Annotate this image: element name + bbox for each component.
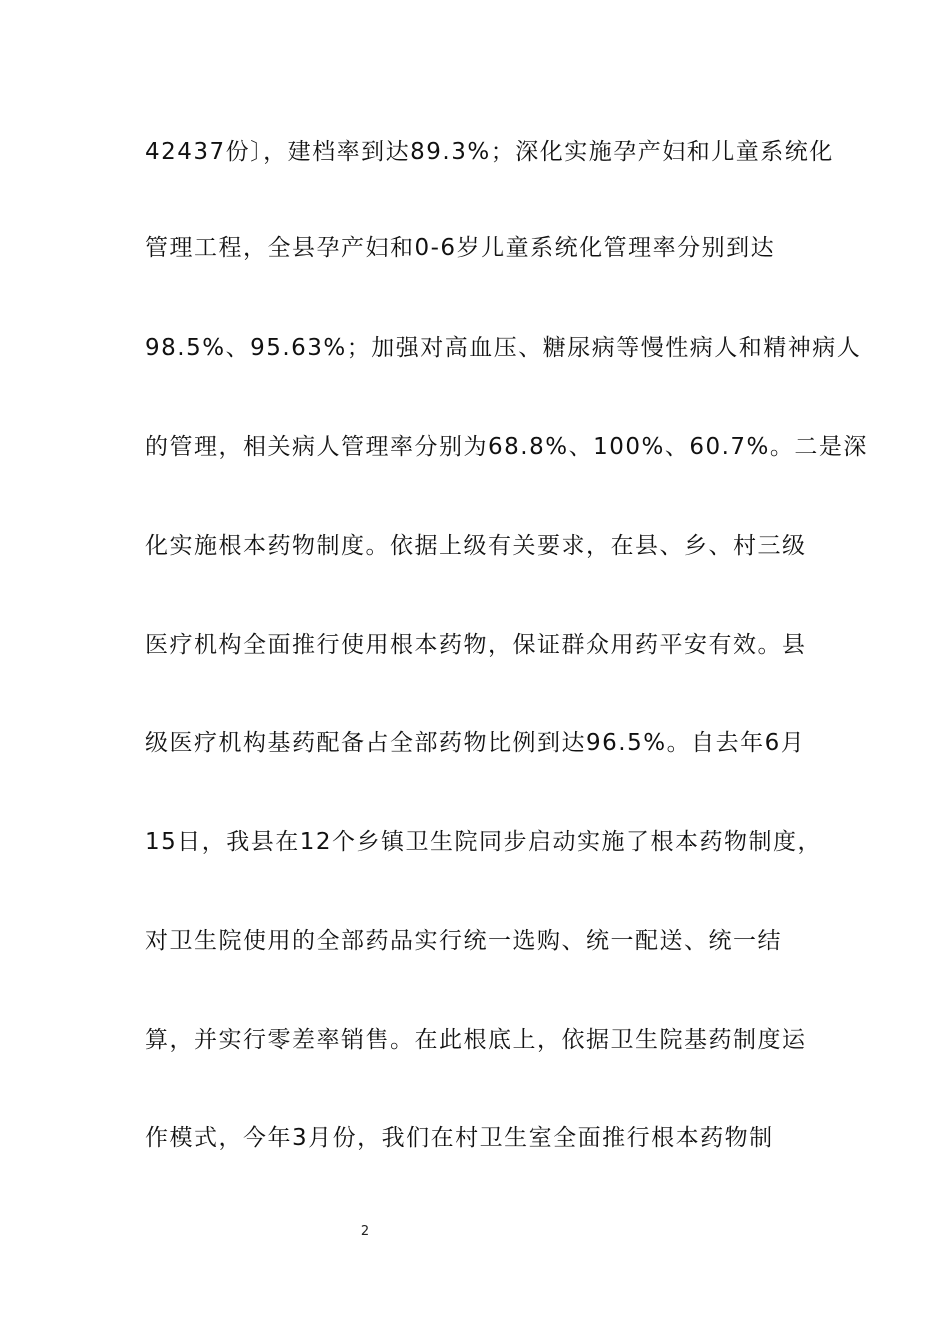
body-text-line: 医疗机构全面推行使用根本药物，保证群众用药平安有效。县 xyxy=(145,632,807,658)
body-text-line: 作模式，今年3月份，我们在村卫生室全面推行根本药物制 xyxy=(145,1125,774,1151)
body-text-line: 的管理，相关病人管理率分别为68.8%、100%、60.7%。二是深 xyxy=(145,434,868,460)
body-text-line: 15日，我县在12个乡镇卫生院同步启动实施了根本药物制度， xyxy=(145,829,823,855)
body-text-line: 对卫生院使用的全部药品实行统一选购、统一配送、统一结 xyxy=(145,928,782,954)
body-text-line: 98.5%、95.63%；加强对高血压、糖尿病等慢性病人和精神病人 xyxy=(145,335,862,361)
body-text-line: 42437份〕，建档率到达89.3%；深化实施孕产妇和儿童系统化 xyxy=(145,139,834,165)
body-text-line: 管理工程，全县孕产妇和0-6岁儿童系统化管理率分别到达 xyxy=(145,235,776,261)
body-text-line: 算，并实行零差率销售。在此根底上，依据卫生院基药制度运 xyxy=(145,1027,807,1053)
body-text-line: 级医疗机构基药配备占全部药物比例到达96.5%。自去年6月 xyxy=(145,730,806,756)
page-number: 2 xyxy=(360,1224,370,1239)
body-text-line: 化实施根本药物制度。依据上级有关要求，在县、乡、村三级 xyxy=(145,533,807,559)
